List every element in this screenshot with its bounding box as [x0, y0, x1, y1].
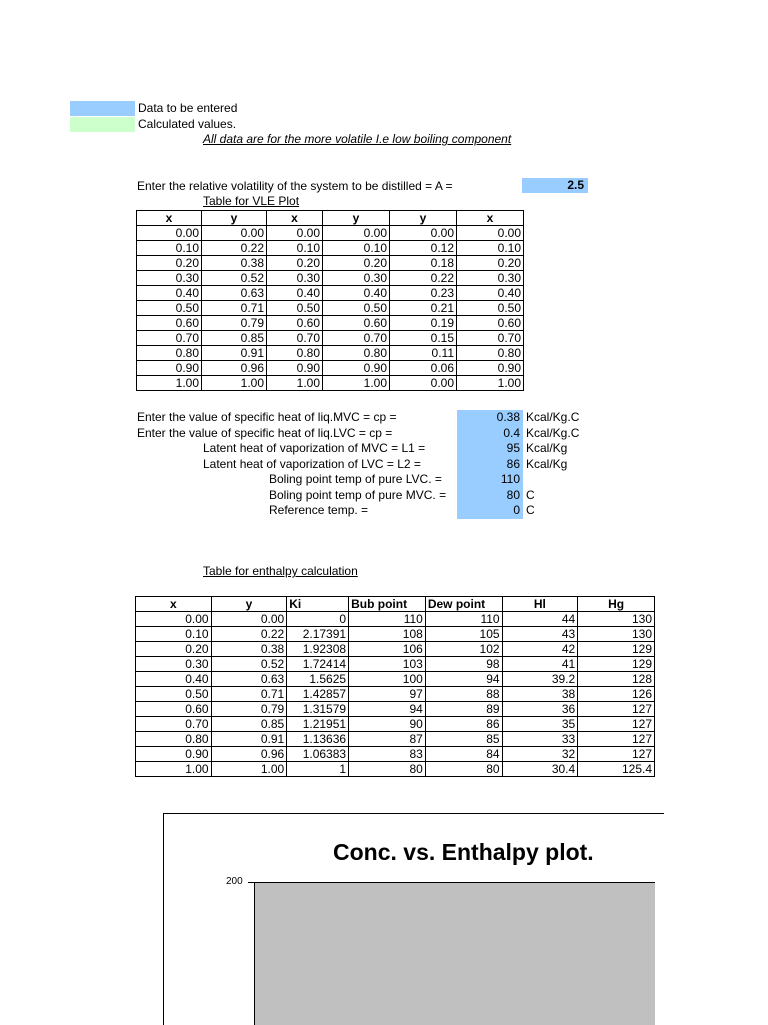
enthalpy-cell: 0.00 [211, 612, 287, 627]
enthalpy-cell: 39.2 [502, 672, 578, 687]
enthalpy-cell: 30.4 [502, 762, 578, 777]
vle-cell: 0.90 [267, 361, 323, 376]
enthalpy-cell: 0.71 [211, 687, 287, 702]
enthalpy-cell: 110 [349, 612, 426, 627]
vle-cell: 0.60 [267, 316, 323, 331]
vle-cell: 0.23 [390, 286, 457, 301]
vle-cell: 0.70 [457, 331, 524, 346]
vle-cell: 0.50 [267, 301, 323, 316]
enthalpy-cell: 94 [425, 672, 502, 687]
param-input[interactable]: 80 [506, 487, 520, 502]
vle-cell: 0.20 [137, 256, 202, 271]
enthalpy-header-2: Ki [287, 597, 349, 612]
vle-cell: 0.38 [202, 256, 267, 271]
enthalpy-cell: 1.00 [136, 762, 212, 777]
vle-cell: 0.70 [323, 331, 390, 346]
table-row [137, 346, 524, 361]
enthalpy-cell: 44 [502, 612, 578, 627]
param-label: Latent heat of vaporization of MVC = L1 = [203, 441, 426, 455]
enthalpy-header-5: Hl [502, 597, 578, 612]
enthalpy-cell: 129 [578, 642, 655, 657]
enthalpy-header-4: Dew point [425, 597, 502, 612]
param-label: Latent heat of vaporization of LVC = L2 = [203, 456, 421, 471]
param-label: Reference temp. = [269, 503, 369, 517]
vle-cell: 0.19 [390, 316, 457, 331]
enthalpy-cell: 0.80 [136, 732, 212, 747]
vle-cell: 0.50 [457, 301, 524, 316]
vle-cell: 0.50 [137, 301, 202, 316]
table-row [136, 642, 655, 657]
enthalpy-cell: 0.52 [211, 657, 287, 672]
vle-header-3: y [323, 211, 390, 226]
enthalpy-cell: 0.30 [136, 657, 212, 672]
vle-cell: 0.21 [390, 301, 457, 316]
vle-cell: 0.00 [390, 376, 457, 391]
enthalpy-cell: 125.4 [578, 762, 655, 777]
enthalpy-cell: 83 [349, 747, 426, 762]
table-row [137, 226, 524, 241]
enthalpy-cell: 0.85 [211, 717, 287, 732]
table-row [136, 747, 655, 762]
param-input[interactable]: 0.4 [503, 425, 520, 440]
vle-cell: 0.90 [457, 361, 524, 376]
vle-cell: 0.10 [137, 241, 202, 256]
vle-cell: 0.85 [202, 331, 267, 346]
enthalpy-cell: 1 [287, 762, 349, 777]
table-row [137, 301, 524, 316]
vle-cell: 1.00 [137, 376, 202, 391]
vle-cell: 0.91 [202, 346, 267, 361]
enthalpy-cell: 0.70 [136, 717, 212, 732]
vle-cell: 0.10 [267, 241, 323, 256]
vle-cell: 0.90 [323, 361, 390, 376]
vle-cell: 0.00 [323, 226, 390, 241]
vle-table-title: Table for VLE Plot [203, 194, 300, 208]
enthalpy-table [135, 596, 655, 777]
param-input[interactable]: 86 [506, 456, 520, 471]
vle-cell: 0.12 [390, 241, 457, 256]
vle-cell: 0.00 [390, 226, 457, 241]
enthalpy-cell: 0.63 [211, 672, 287, 687]
chart-title: Conc. vs. Enthalpy plot. [333, 839, 594, 865]
enthalpy-cell: 32 [502, 747, 578, 762]
param-input[interactable]: 95 [506, 441, 520, 455]
enthalpy-cell: 0 [287, 612, 349, 627]
vle-cell: 1.00 [323, 376, 390, 391]
enthalpy-cell: 129 [578, 657, 655, 672]
table-row [136, 627, 655, 642]
vle-cell: 0.00 [137, 226, 202, 241]
enthalpy-cell: 0.90 [136, 747, 212, 762]
enthalpy-cell: 38 [502, 687, 578, 702]
vle-cell: 0.96 [202, 361, 267, 376]
enthalpy-cell: 103 [349, 657, 426, 672]
enthalpy-cell: 128 [578, 672, 655, 687]
param-unit: Kcal/Kg [526, 456, 568, 471]
enthalpy-cell: 105 [425, 627, 502, 642]
enthalpy-cell: 0.38 [211, 642, 287, 657]
enthalpy-cell: 127 [578, 717, 655, 732]
enthalpy-cell: 43 [502, 627, 578, 642]
param-label: Enter the value of specific heat of liq.LVC = cp = [137, 425, 393, 440]
enthalpy-cell: 1.42857 [287, 687, 349, 702]
vle-cell: 0.50 [323, 301, 390, 316]
table-row [136, 687, 655, 702]
enthalpy-cell: 86 [425, 717, 502, 732]
vle-cell: 0.10 [457, 241, 524, 256]
enthalpy-cell: 36 [502, 702, 578, 717]
vle-cell: 0.20 [457, 256, 524, 271]
y-tick-mark [248, 882, 254, 883]
enthalpy-cell: 0.50 [136, 687, 212, 702]
vle-cell: 0.30 [137, 271, 202, 286]
enthalpy-cell: 127 [578, 702, 655, 717]
table-row [137, 241, 524, 256]
enthalpy-cell: 80 [349, 762, 426, 777]
vle-cell: 0.22 [202, 241, 267, 256]
enthalpy-cell: 1.72414 [287, 657, 349, 672]
enthalpy-cell: 97 [349, 687, 426, 702]
vle-cell: 0.40 [137, 286, 202, 301]
enthalpy-cell: 90 [349, 717, 426, 732]
vle-cell: 0.30 [267, 271, 323, 286]
param-input[interactable]: 0.38 [496, 410, 520, 424]
vle-cell: 0.52 [202, 271, 267, 286]
enthalpy-cell: 1.5625 [287, 672, 349, 687]
vle-cell: 0.18 [390, 256, 457, 271]
vle-cell: 0.00 [267, 226, 323, 241]
vle-cell: 0.60 [323, 316, 390, 331]
enthalpy-cell: 102 [425, 642, 502, 657]
enthalpy-cell: 0.91 [211, 732, 287, 747]
vle-cell: 0.60 [137, 316, 202, 331]
vle-header-4: $\overline{y}$ [390, 211, 457, 226]
enthalpy-cell: 87 [349, 732, 426, 747]
enthalpy-cell: 126 [578, 687, 655, 702]
param-label: Boling point temp of pure LVC. = [269, 472, 442, 486]
enthalpy-cell: 1.06383 [287, 747, 349, 762]
vle-cell: 0.30 [457, 271, 524, 286]
table-row [137, 376, 524, 391]
table-row [137, 361, 524, 376]
legend-calculated-label: Calculated values. [138, 117, 237, 131]
table-row [136, 717, 655, 732]
table-row [137, 316, 524, 331]
param-unit: Kcal/Kg.C [526, 410, 580, 424]
table-row [136, 702, 655, 717]
enthalpy-cell: 0.10 [136, 627, 212, 642]
vle-cell: 0.79 [202, 316, 267, 331]
enthalpy-cell: 1.00 [211, 762, 287, 777]
enthalpy-cell: 98 [425, 657, 502, 672]
table-row [136, 762, 655, 777]
vle-header-2: x [267, 211, 323, 226]
enthalpy-cell: 1.31579 [287, 702, 349, 717]
enthalpy-cell: 42 [502, 642, 578, 657]
vle-cell: 1.00 [267, 376, 323, 391]
table-row [136, 732, 655, 747]
vle-cell: 0.63 [202, 286, 267, 301]
vle-cell: 0.80 [457, 346, 524, 361]
enthalpy-cell: 85 [425, 732, 502, 747]
vle-cell: 0.06 [390, 361, 457, 376]
vle-cell: 1.00 [202, 376, 267, 391]
vle-cell: 0.70 [137, 331, 202, 346]
enthalpy-cell: 0.60 [136, 702, 212, 717]
enthalpy-cell: 0.00 [136, 612, 212, 627]
vle-cell: 0.10 [323, 241, 390, 256]
table-row [137, 271, 524, 286]
enthalpy-cell: 94 [349, 702, 426, 717]
vle-cell: 0.00 [457, 226, 524, 241]
vle-cell: 0.11 [390, 346, 457, 361]
param-label: Boling point temp of pure MVC. = [269, 487, 447, 502]
enthalpy-cell: 33 [502, 732, 578, 747]
param-label: Enter the value of specific heat of liq.MVC = cp = [137, 410, 397, 424]
param-unit: C [526, 503, 535, 517]
vle-table [136, 210, 524, 391]
vle-cell: 0.20 [323, 256, 390, 271]
param-input[interactable]: 110 [500, 472, 520, 486]
enthalpy-header-0: x [136, 597, 212, 612]
enthalpy-cell: 0.79 [211, 702, 287, 717]
param-unit: Kcal/Kg [526, 441, 568, 455]
table-row [137, 286, 524, 301]
vle-header-0: x [137, 211, 202, 226]
enthalpy-cell: 0.22 [211, 627, 287, 642]
enthalpy-cell: 110 [425, 612, 502, 627]
enthalpy-cell: 127 [578, 747, 655, 762]
enthalpy-cell: 106 [349, 642, 426, 657]
enthalpy-cell: 35 [502, 717, 578, 732]
enthalpy-cell: 80 [425, 762, 502, 777]
vle-cell: 0.00 [202, 226, 267, 241]
volatility-prompt: Enter the relative volatility of the system to be distilled = A = [137, 179, 453, 193]
enthalpy-cell: 84 [425, 747, 502, 762]
legend-swatch-calculated [70, 117, 135, 132]
volatile-note: All data are for the more volatile I.e low boiling component [203, 132, 512, 146]
enthalpy-cell: 130 [578, 612, 655, 627]
table-row [137, 331, 524, 346]
vle-cell: 0.80 [137, 346, 202, 361]
y-tick-label-200: 200 [226, 876, 243, 887]
vle-cell: 0.80 [323, 346, 390, 361]
enthalpy-table-title: Table for enthalpy calculation [203, 564, 358, 578]
table-row [136, 657, 655, 672]
legend-swatch-entered [70, 101, 135, 116]
param-unit: C [526, 487, 535, 502]
enthalpy-header-1: y [211, 597, 287, 612]
vle-cell: 0.40 [267, 286, 323, 301]
vle-cell: 0.20 [267, 256, 323, 271]
vle-cell: 0.70 [267, 331, 323, 346]
vle-cell: 0.22 [390, 271, 457, 286]
enthalpy-cell: 1.13636 [287, 732, 349, 747]
enthalpy-cell: 89 [425, 702, 502, 717]
enthalpy-cell: 88 [425, 687, 502, 702]
vle-cell: 0.60 [457, 316, 524, 331]
vle-header-1: y [202, 211, 267, 226]
enthalpy-cell: 1.92308 [287, 642, 349, 657]
enthalpy-cell: 2.17391 [287, 627, 349, 642]
vle-cell: 0.71 [202, 301, 267, 316]
enthalpy-cell: 41 [502, 657, 578, 672]
vle-cell: 0.30 [323, 271, 390, 286]
enthalpy-cell: 1.21951 [287, 717, 349, 732]
vle-cell: 1.00 [457, 376, 524, 391]
enthalpy-cell: 0.20 [136, 642, 212, 657]
enthalpy-cell: 108 [349, 627, 426, 642]
enthalpy-cell: 100 [349, 672, 426, 687]
legend-entered-label: Data to be entered [138, 101, 238, 115]
table-row [136, 672, 655, 687]
plot-area [254, 882, 655, 1025]
vle-cell: 0.15 [390, 331, 457, 346]
enthalpy-header-3: Bub point [349, 597, 426, 612]
param-input[interactable]: 0 [513, 503, 520, 517]
vle-cell: 0.40 [323, 286, 390, 301]
enthalpy-cell: 130 [578, 627, 655, 642]
table-row [137, 256, 524, 271]
vle-cell: 0.90 [137, 361, 202, 376]
enthalpy-cell: 0.96 [211, 747, 287, 762]
volatility-input[interactable]: 2.5 [522, 178, 588, 193]
enthalpy-header-6: Hg [578, 597, 655, 612]
enthalpy-cell: 127 [578, 732, 655, 747]
vle-header-5: x [457, 211, 524, 226]
vle-cell: 0.80 [267, 346, 323, 361]
param-unit: Kcal/Kg.C [526, 425, 580, 440]
vle-cell: 0.40 [457, 286, 524, 301]
enthalpy-cell: 0.40 [136, 672, 212, 687]
table-row [136, 612, 655, 627]
